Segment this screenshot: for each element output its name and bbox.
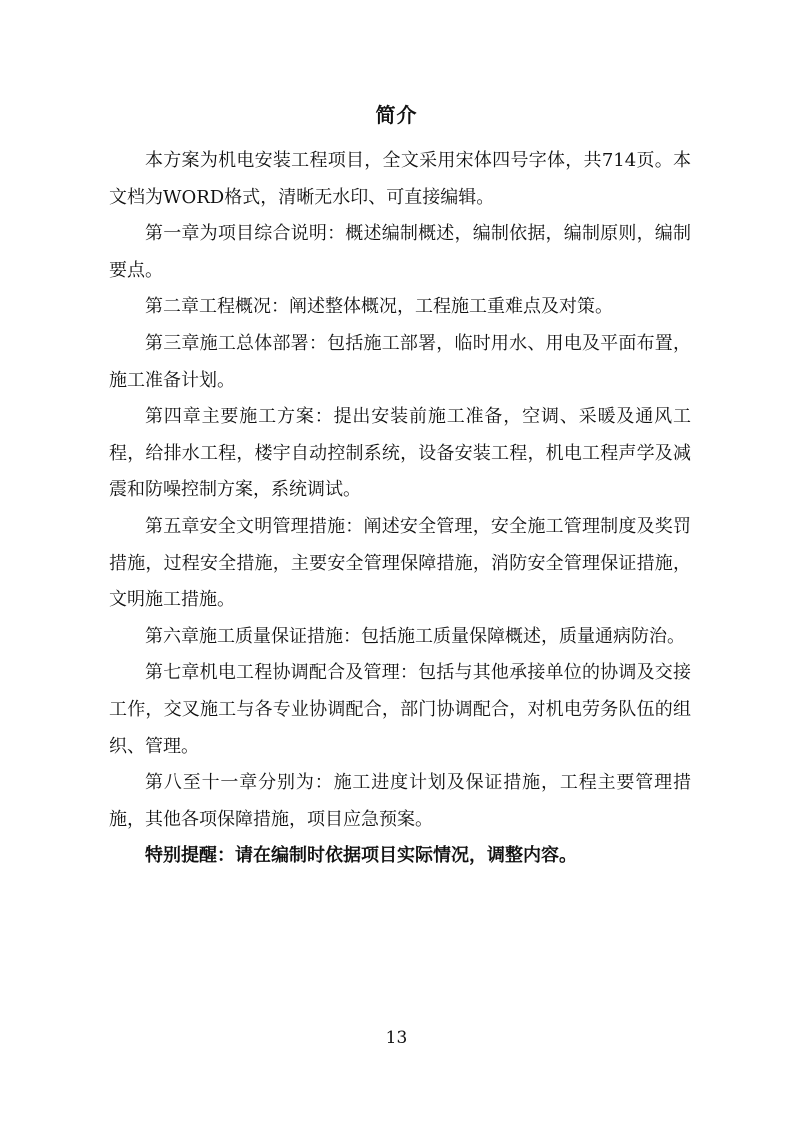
special-reminder: 特别提醒：请在编制时依据项目实际情况，调整内容。 (145, 845, 577, 867)
paragraph-chapter-3: 第三章施工总体部署：包括施工部署，临时用水、用电及平面布置，施工准备计划。 (109, 332, 691, 391)
page-number: 13 (385, 1028, 408, 1048)
paragraph-chapter-1: 第一章为项目综合说明：概述编制概述，编制依据，编制原则，编制要点。 (109, 223, 691, 281)
paragraph-chapter-5: 第五章安全文明管理措施：阐述安全管理，安全施工管理制度及奖罚措施，过程安全措施，主要安全管理保障措施，消防安全管理保证措施，文明施工措施。 (109, 515, 691, 611)
page-title: 简介 (375, 103, 418, 127)
paragraph-chapter-7: 第七章机电工程协调配合及管理：包括与其他承接单位的协调及交接工作，交叉施工与各专业协调配合，部门协调配合，对机电劳务队伍的组织、管理。 (109, 662, 691, 757)
body-text (109, 143, 691, 875)
paragraph-intro: 本方案为机电安装工程项目，全文采用宋体四号字体，共714页。本文档为WORD格式，清晰无水印、可直接编辑。 (109, 150, 691, 208)
paragraph-chapter-4: 第四章主要施工方案：提出安装前施工准备，空调、采暖及通风工程，给排水工程，楼宇自动控制系统，设备安装工程，机电工程声学及减震和防噪控制方案，系统调试。 (109, 406, 691, 501)
paragraph-chapter-8-11: 第八至十一章分别为：施工进度计划及保证措施，工程主要管理措施，其他各项保障措施，项目应急预案。 (109, 772, 691, 830)
paragraph-chapter-6: 第六章施工质量保证措施：包括施工质量保障概述，质量通病防治。 (145, 625, 685, 647)
paragraph-chapter-2: 第二章工程概况：阐述整体概况，工程施工重难点及对策。 (145, 296, 613, 318)
